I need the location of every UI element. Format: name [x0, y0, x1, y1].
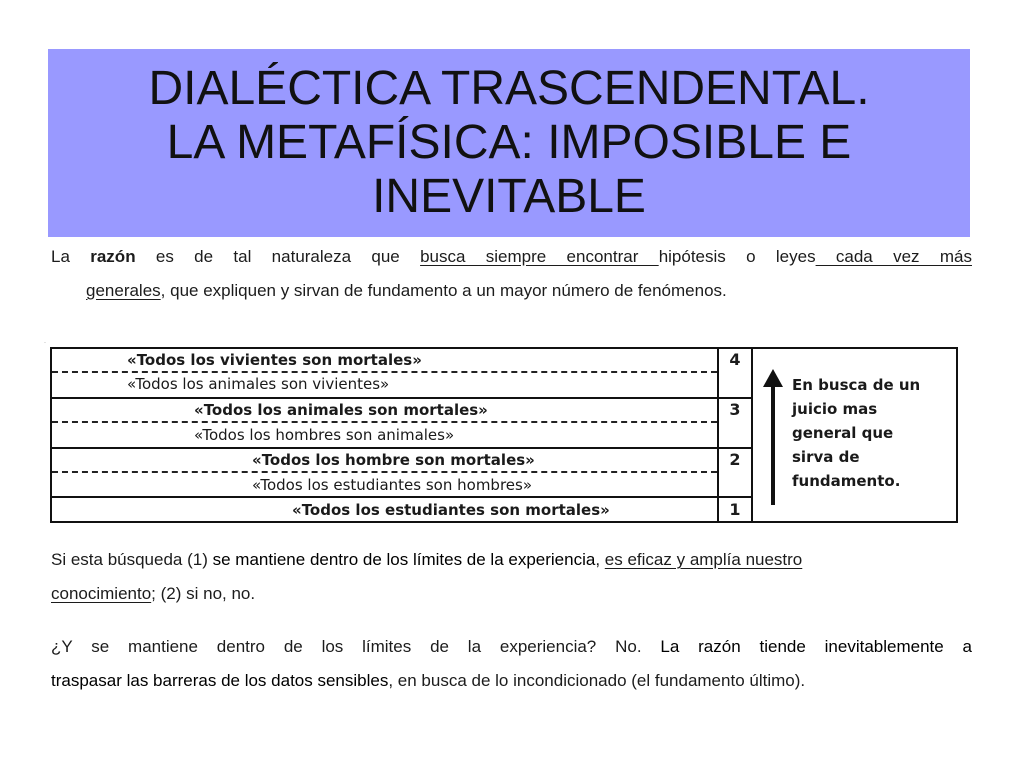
para2-text: , — [595, 550, 605, 569]
up-arrow-icon — [762, 369, 784, 509]
paragraph-2-line-1 — [51, 543, 972, 577]
syllogism-table — [50, 347, 958, 523]
note-line: juicio mas — [792, 400, 878, 418]
para2-underline: es eficaz y amplía nuestro — [604, 550, 803, 569]
note-line: En busca de un — [792, 376, 921, 394]
note-line: fundamento. — [792, 472, 901, 490]
intro-paragraph — [51, 240, 972, 308]
tiny-mark: · — [44, 340, 46, 346]
paragraph-2 — [51, 543, 972, 611]
intro-emphasis-razon: razón — [90, 247, 136, 266]
title-line-3: INEVITABLE — [372, 170, 646, 223]
para2-text: Si esta búsqueda (1) — [51, 550, 213, 569]
table-row: «Todos los hombres son animales» — [194, 426, 455, 444]
intro-text: hipótesis o leyes — [658, 247, 816, 266]
title-line-1: DIALÉCTICA TRASCENDENTAL. — [148, 62, 870, 115]
intro-underline-busca: busca siempre encontrar — [420, 247, 659, 266]
intro-text: es de tal naturaleza que — [135, 247, 421, 266]
paragraph-3-line-2 — [51, 664, 972, 698]
row-number: 3 — [729, 400, 741, 419]
paragraph-3 — [51, 630, 972, 698]
table-row: «Todos los animales son mortales» — [194, 401, 488, 419]
note-line: sirva de — [792, 448, 860, 466]
intro-line-1 — [51, 240, 972, 274]
intro-text: , que expliquen y sirvan de fundamento a un mayor número de fenómenos. — [160, 281, 727, 300]
intro-text: La — [51, 247, 91, 266]
row-number: 4 — [729, 350, 741, 369]
note-line: general que — [792, 424, 894, 442]
column-divider — [751, 349, 753, 521]
intro-underline-generales: generales — [86, 281, 161, 300]
table-row: «Todos los hombre son mortales» — [252, 451, 535, 469]
para2-underline-conocimiento: conocimiento — [51, 584, 152, 603]
para3-text: , en busca de lo incondicionado (el fundamento último). — [388, 671, 806, 690]
table-row: «Todos los vivientes son mortales» — [127, 351, 422, 369]
paragraph-2-line-2 — [51, 577, 972, 611]
para2-emphasis: se mantiene dentro de los límites de la experiencia — [212, 550, 596, 569]
table-row: «Todos los estudiantes son hombres» — [252, 476, 533, 494]
table-row: «Todos los estudiantes son mortales» — [292, 501, 610, 519]
solid-separator — [52, 496, 751, 498]
intro-underline-cada-vez: cada vez más — [815, 247, 972, 266]
paragraph-3-line-1 — [51, 630, 972, 664]
row-number: 2 — [729, 450, 741, 469]
para3-text: ¿Y se mantiene dentro de los límites de la experiencia? No. — [51, 637, 661, 656]
para3-emphasis: traspasar las barreras de los datos sensibles — [51, 671, 389, 690]
title-band — [48, 49, 970, 237]
table-row: «Todos los animales son vivientes» — [127, 375, 390, 393]
dashed-separator — [52, 421, 717, 423]
para3-emphasis: La razón tiende inevitablemente a — [660, 637, 972, 656]
para2-text: ; (2) si no, no. — [151, 584, 256, 603]
note-text — [792, 373, 952, 493]
row-number: 1 — [729, 500, 741, 519]
title-line-2: LA METAFÍSICA: IMPOSIBLE E — [166, 116, 852, 169]
dashed-separator — [52, 471, 717, 473]
intro-line-2 — [51, 274, 972, 308]
